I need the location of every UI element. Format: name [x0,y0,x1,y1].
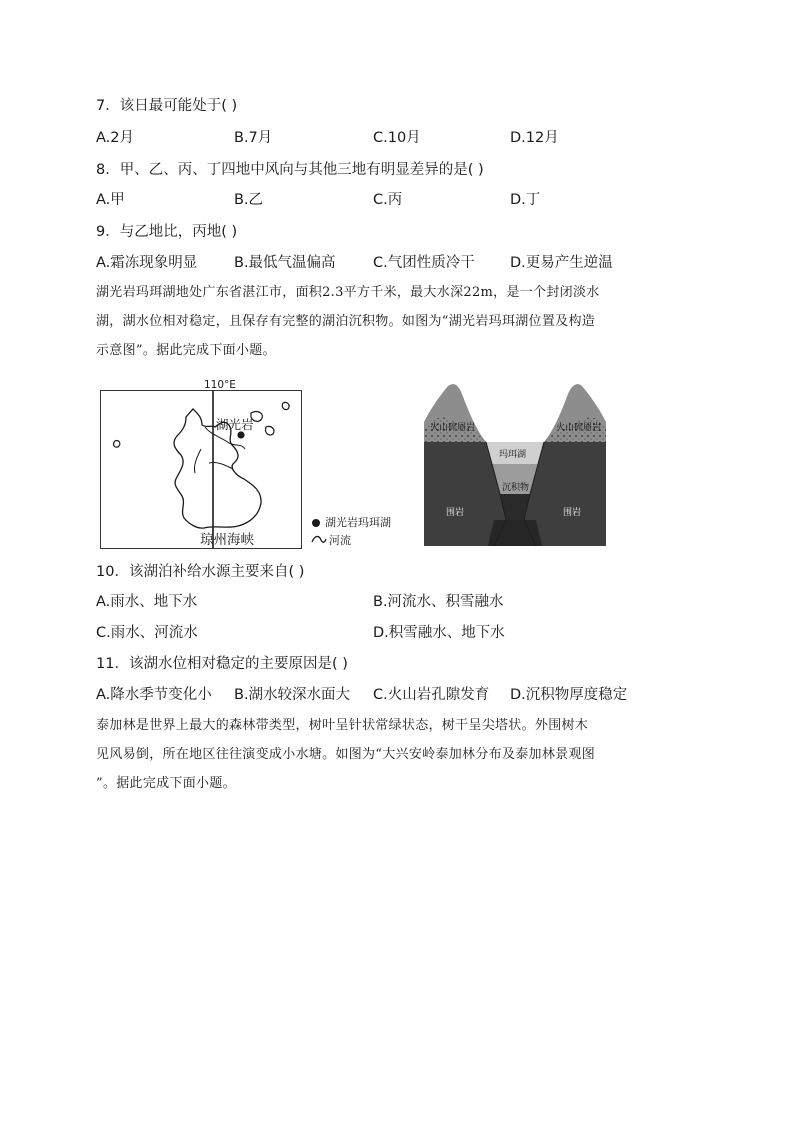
maar-lake-section-diagram [424,380,606,546]
passage-2-line-1: 泰加林是世界上最大的森林带类型，树叶呈针状常绿状态，树干呈尖塔状。外围树木 [96,718,589,733]
question-10-stem: 10．该湖泊补给水源主要来自( ) [96,564,305,580]
passage-2-line-3: ”。据此完成下面小题。 [96,776,236,791]
question-11-option-c: C.火山岩孔隙发育 [373,687,490,703]
question-11-option-b: B.湖水较深水面大 [234,687,351,703]
question-10-option-c: C.雨水、河流水 [96,625,198,641]
legend-river-label: 河流 [329,534,351,547]
location-map-drawing [101,391,301,548]
question-7-option-c: C.10月 [373,130,421,146]
section-volcanic-rock-right: 火山碎屑岩 [556,423,602,433]
map-legend [311,513,421,553]
legend-lake-label: 湖光岩玛珥湖 [325,516,391,529]
question-9-option-b: B.最低气温偏高 [234,255,336,271]
question-7-option-b: B.7月 [234,130,273,146]
question-10-option-b: B.河流水、积雪融水 [373,594,504,610]
passage-1-line-3: 示意图”。据此完成下面小题。 [96,343,276,358]
section-sediment-label: 沉积物 [502,483,530,493]
question-10-option-a: A.雨水、地下水 [96,594,198,610]
question-10-option-d: D.积雪融水、地下水 [373,625,505,641]
section-wall-rock-right: 围岩 [563,508,582,518]
question-7-stem: 7．该日最可能处于( ) [96,98,238,114]
river-line-icon [311,534,327,546]
question-8-option-d: D.丁 [510,192,541,208]
question-9-option-a: A.霜冻现象明显 [96,255,198,271]
question-11-option-d: D.沉积物厚度稳定 [510,687,628,703]
question-9-option-c: C.气团性质冷干 [373,255,475,271]
question-9-option-d: D.更易产生逆温 [510,255,613,271]
question-7-option-a: A.2月 [96,130,134,146]
passage-huguangyan [96,278,700,365]
lake-dot-icon [311,516,325,530]
question-11-option-a: A.降水季节变化小 [96,687,212,703]
passage-taiga [96,711,700,798]
passage-1-line-1: 湖光岩玛珥湖地处广东省湛江市，面积2.3平方千米，最大水深22m，是一个封闭淡水 [96,285,600,300]
question-8-option-b: B.乙 [234,192,264,208]
question-8-option-c: C.丙 [373,192,403,208]
question-8-stem: 8．甲、乙、丙、丁四地中风向与其他三地有明显差异的是( ) [96,162,484,178]
passage-2-line-2: 见风易倒，所在地区往往演变成小水塘。如图为“大兴安岭泰加林分布及泰加林景观图 [96,747,596,762]
question-9-stem: 9．与乙地比，丙地( ) [96,224,238,240]
section-wall-rock-left: 围岩 [446,508,465,518]
section-volcanic-rock-left: 火山碎屑岩 [430,423,476,433]
question-7-option-d: D.12月 [510,130,559,146]
huguangyan-label: 湖光岩 [216,417,254,432]
section-maar-lake-label: 玛珥湖 [499,450,527,460]
qiongzhou-strait-label: 琼州海峡 [200,532,254,548]
location-map [100,390,302,549]
longitude-label: 110°E [204,379,236,391]
question-8-option-a: A.甲 [96,192,125,208]
passage-1-line-2: 湖，湖水位相对稳定，且保存有完整的湖泊沉积物。如图为“湖光岩玛珥湖位置及构造 [96,314,596,329]
question-11-stem: 11．该湖水位相对稳定的主要原因是( ) [96,656,348,672]
